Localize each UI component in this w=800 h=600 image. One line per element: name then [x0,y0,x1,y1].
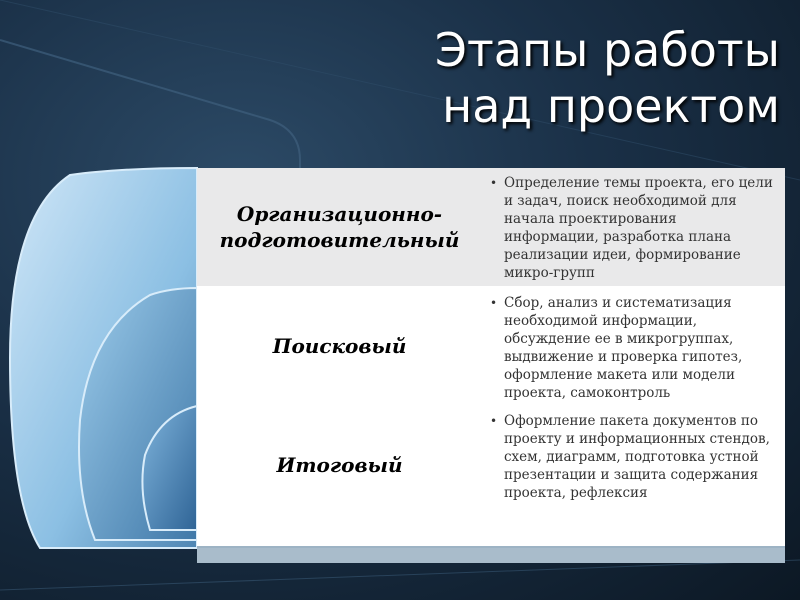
bullet-icon: • [490,414,498,428]
slide-title-line2: над проектом [442,79,780,133]
stage-row [197,168,785,288]
empty-row [197,526,785,548]
stage-row [197,288,785,406]
stage-description-text: Определение темы проекта, его цели и задач, поиск необходимой для начала проектирования информации, разработка плана реализации идеи, формирование микро-групп [504,175,773,281]
stage-row [197,406,785,526]
bullet-icon: • [490,176,498,190]
stage-title [197,168,482,286]
stage-description [482,168,785,286]
stage-description [482,288,785,404]
stage-description-text: Сбор, анализ и систематизация необходимой информации, обсуждение ее в микрогруппах, выдвижение и проверка гипотез, оформление макета или модели проекта, самоконтроль [504,295,743,401]
stage-description-text: Оформление пакета документов по проекту и информационных стендов, схем, диаграмм, подготовка устной презентации и защита содержания проекта, рефлексия [504,413,770,501]
bullet-icon: • [490,296,498,310]
empty-row [197,548,785,563]
stage-title-line2: подготовительный [219,228,460,252]
stage-title: Итоговый [276,453,403,477]
stage-title: Поисковый [272,334,407,358]
stage-title-line1: Организационно- [236,202,443,226]
slide-title-line1: Этапы работы [434,23,780,77]
stage-description [482,406,785,524]
